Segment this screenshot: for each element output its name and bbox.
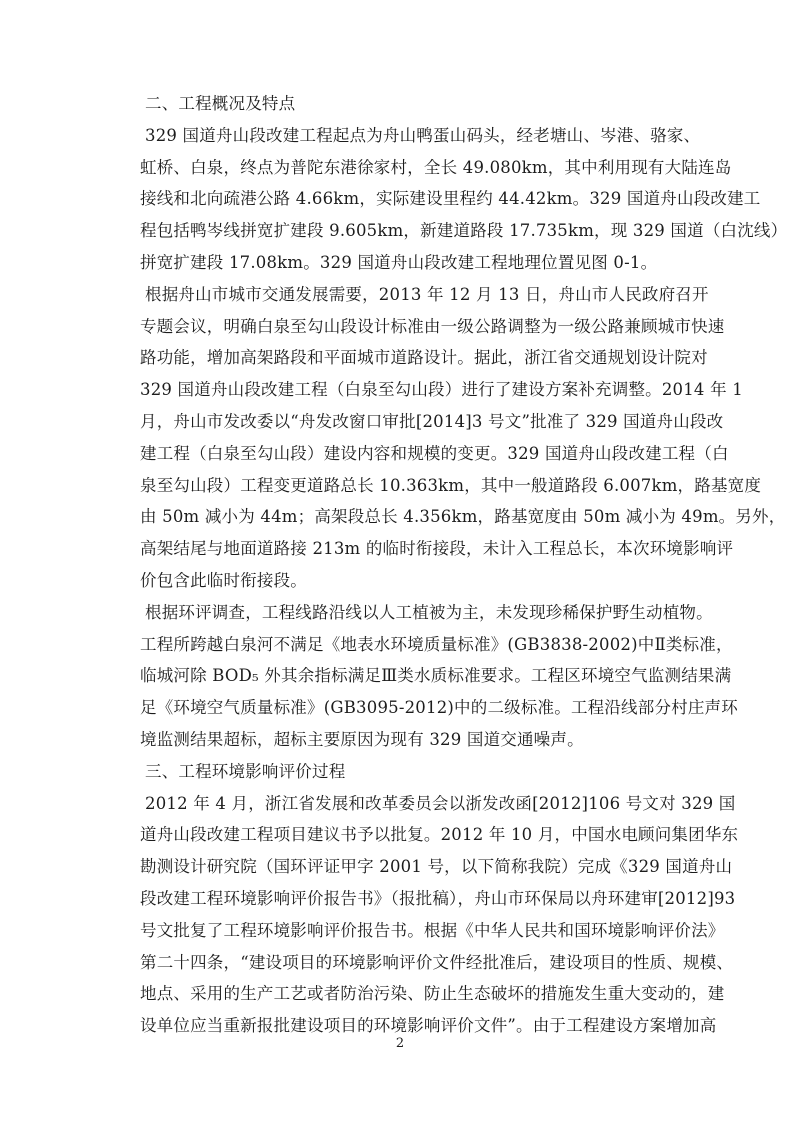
text-line: 虹桥、白泉，终点为普陀东港徐家村，全长 49.080km，其中利用现有大陆连岛 bbox=[140, 157, 732, 177]
text-line: 根据舟山市城市交通发展需要，2013 年 12 月 13 日，舟山市人民政府召开 bbox=[145, 284, 709, 304]
text-line: 程包括鸭岑线拼宽扩建段 9.605km，新建道路段 17.735km，现 329 国道（白沈线） bbox=[140, 221, 788, 241]
section-heading-eia-process: 三、工程环境影响评价过程 bbox=[145, 761, 346, 781]
text-line: 道舟山段改建工程项目建议书予以批复。2012 年 10 月，中国水电顾问集团华东 bbox=[140, 825, 739, 845]
text-line: 号文批复了工程环境影响评价报告书。根据《中华人民共和国环境影响评价法》 bbox=[140, 920, 725, 940]
text-line: 月，舟山市发改委以“舟发改窗口审批[2014]3 号文”批准了 329 国道舟山段改 bbox=[140, 411, 724, 431]
text-line: 段改建工程环境影响评价报告书》（报批稿），舟山市环保局以舟环建审[2012]93 bbox=[140, 888, 736, 908]
text-line: 329 国道舟山段改建工程起点为舟山鸭蛋山码头，经老塘山、岑港、骆家、 bbox=[145, 125, 701, 145]
text-line: 接线和北向疏港公路 4.66km，实际建设里程约 44.42km。329 国道舟山段改建工 bbox=[140, 189, 761, 209]
text-line: 勘测设计研究院（国环评证甲字 2001 号，以下简称我院）完成《329 国道舟山 bbox=[140, 857, 733, 877]
text-line: 境监测结果超标，超标主要原因为现有 329 国道交通噪声。 bbox=[140, 729, 584, 749]
text-line: 地点、采用的生产工艺或者防治污染、防止生态破坏的措施发生重大变动的，建 bbox=[140, 984, 725, 1004]
text-line: 由 50m 减小为 44m；高架段总长 4.356km，路基宽度由 50m 减小为 49m。另外， bbox=[140, 507, 786, 527]
paragraph-project-overview bbox=[140, 120, 788, 279]
text-line: 329 国道舟山段改建工程（白泉至勾山段）进行了建设方案补充调整。2014 年 1 bbox=[140, 380, 743, 400]
text-line: 专题会议，明确白泉至勾山段设计标准由一级公路调整为一级公路兼顾城市快速 bbox=[140, 316, 725, 336]
section-heading-overview: 二、工程概况及特点 bbox=[145, 94, 296, 113]
text-line: 高架结尾与地面道路接 213m 的临时衔接段，未计入工程总长，本次环境影响评 bbox=[140, 539, 734, 559]
text-line: 设单位应当重新报批建设项目的环境影响评价文件”。由于工程建设方案增加高 bbox=[140, 1016, 717, 1036]
text-line: 临城河除 BOD₅ 外其余指标满足Ⅲ类水质标准要求。工程区环境空气监测结果满 bbox=[140, 666, 732, 686]
text-line: 路功能，增加高架路段和平面城市道路设计。据此，浙江省交通规划设计院对 bbox=[140, 348, 708, 368]
text-line: 建工程（白泉至勾山段）建设内容和规模的变更。329 国道舟山段改建工程（白 bbox=[140, 443, 729, 463]
text-line: 泉至勾山段）工程变更道路总长 10.363km，其中一般道路段 6.007km，路基宽度 bbox=[140, 475, 762, 495]
text-line: 2012 年 4 月，浙江省发展和改革委员会以浙发改函[2012]106 号文对 329 国 bbox=[145, 793, 736, 813]
paragraph-environment-survey bbox=[140, 597, 738, 756]
text-line: 第二十四条，“建设项目的环境影响评价文件经批准后，建设项目的性质、规模、 bbox=[140, 952, 734, 972]
text-line: 拼宽扩建段 17.08km。329 国道舟山段改建工程地理位置见图 0-1。 bbox=[140, 252, 658, 272]
text-line: 价包含此临时衔接段。 bbox=[140, 570, 307, 590]
paragraph-design-change bbox=[140, 279, 786, 597]
paragraph-eia-approval bbox=[140, 788, 739, 1042]
text-line: 根据环评调查，工程线路沿线以人工植被为主，未发现珍稀保护野生动植物。 bbox=[145, 602, 713, 622]
document-body bbox=[140, 88, 788, 1042]
text-line: 工程所跨越白泉河不满足《地表水环境质量标准》(GB3838-2002)中Ⅱ类标准， bbox=[140, 634, 733, 654]
page-number: 2 bbox=[395, 1036, 405, 1051]
text-line: 足《环境空气质量标准》(GB3095-2012)中的二级标准。工程沿线部分村庄声环 bbox=[140, 698, 738, 718]
